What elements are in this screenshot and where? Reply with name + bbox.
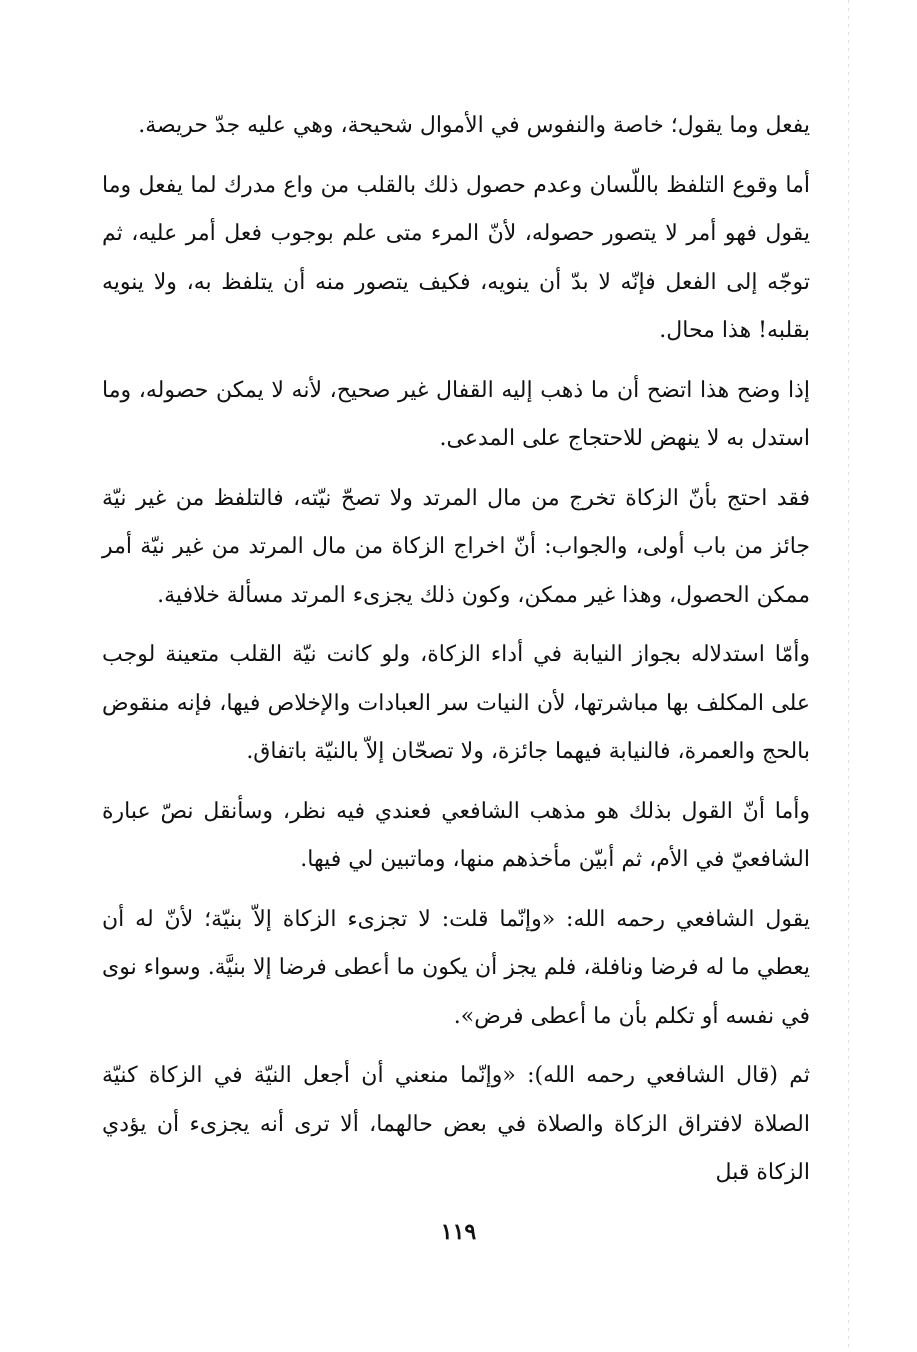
scan-edge-line xyxy=(848,0,849,1352)
paragraph-5: وأمّا استدلاله بجواز النيابة في أداء الزكاة، ولو كانت نيّة القلب متعينة لوجب على المكلف بها مباشرتها، لأن النيات سر العبادات والإخلاص فيها، فإنه منقوض بالحج والعمرة، فالنيابة فيهما جائزة، ولا تصحّان إلاّ بالنيّة باتفاق. xyxy=(102,642,810,764)
paragraph-2: أما وقوع التلفظ باللّسان وعدم حصول ذلك بالقلب من واع مدرك لما يفعل وما يقول فهو أمر لا يتصور حصوله، لأنّ المرء متى علم بوجوب فعل أمر عليه، ثم توجّه إلى الفعل فإنّه لا بدّ أن ينويه، فكيف يتصور منه أن يتلفظ به، ولا ينويه بقلبه! هذا محال. xyxy=(102,172,811,343)
paragraph-1: يفعل وما يقول؛ خاصة والنفوس في الأموال شحيحة، وهي عليه جدّ حريصة. xyxy=(138,113,810,138)
paragraph-6: وأما أنّ القول بذلك هو مذهب الشافعي فعندي فيه نظر، وسأنقل نصّ عبارة الشافعيّ في الأم، ثم أبيّن مأخذهم منها، وماتبين لي فيها. xyxy=(102,798,810,872)
body-text xyxy=(102,102,810,1198)
paragraph-8: ثم (قال الشافعي رحمه الله): «وإنّما منعني أن أجعل النيّة في الزكاة كنيّة الصلاة لافتراق الزكاة والصلاة في بعض حالهما، ألا ترى أنه يجزىء أن يؤدي الزكاة قبل xyxy=(102,1063,810,1185)
paragraph-7: يقول الشافعي رحمه الله: «وإنّما قلت: لا تجزىء الزكاة إلاّ بنيّة؛ لأنّ له أن يعطي ما له فرضا ونافلة، فلم يجز أن يكون ما أعطى فرضا إلا بنيَّة. وسواء نوى في نفسه أو تكلم بأن ما أعطى فرض». xyxy=(102,906,810,1029)
paragraph-4: فقد احتج بأنّ الزكاة تخرج من مال المرتد ولا تصحّ نيّته، فالتلفظ من غير نيّة جائز من باب أولى، والجواب: أنّ اخراج الزكاة من مال المرتد من غير نيّة أمر ممكن الحصول، وهذا غير ممكن، وكون ذلك يجزىء المرتد مسألة خلافية. xyxy=(102,485,810,608)
paragraph-3: إذا وضح هذا اتضح أن ما ذهب إليه القفال غير صحيح، لأنه لا يمكن حصوله، وما استدل به لا ينهض للاحتجاج على المدعى. xyxy=(102,377,810,451)
page-number: ١١٩ xyxy=(440,1219,477,1245)
